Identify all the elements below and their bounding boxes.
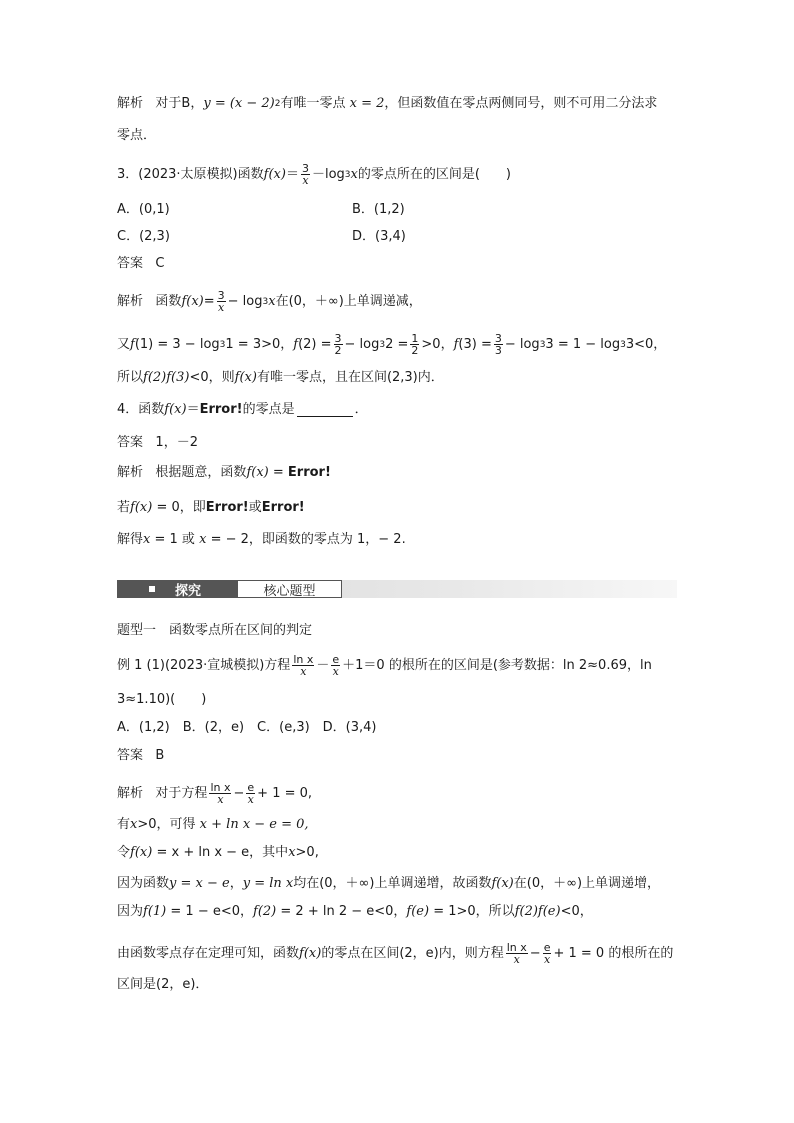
- q4-explain-2: 若 f(x) = 0，即 Error! 或 Error!: [117, 500, 305, 515]
- q4-explain-1: 解析 根据题意，函数 f(x) = Error!: [117, 465, 331, 480]
- q3-options-row-2: [117, 227, 406, 247]
- q3-option-b: B．(1,2): [352, 202, 405, 217]
- q4-explain-3: 解得 x = 1 或 x = − 2，即函数的零点为 1，− 2.: [117, 532, 406, 547]
- example1-stem-cont: 3≈1.10)( ): [117, 692, 207, 707]
- example1-explain-7: 区间是(2，e)．: [117, 977, 209, 992]
- intro-line-1: 解析 对于B， y = (x − 2) 2 有唯一零点 x = 2 ，但函数值在零点两侧同号，则不可用二分法求: [117, 94, 657, 114]
- type1-title: 题型一 函数零点所在区间的判定: [117, 623, 313, 638]
- intro-label: 解析: [117, 96, 144, 111]
- q3-fraction: $\frac{3}{x}$: [301, 162, 309, 187]
- q3-option-a: A．(0,1): [117, 202, 170, 217]
- square-bullet-icon: [149, 586, 155, 592]
- example1-explain-2: 有 x >0，可得 x + ln x − e = 0,: [117, 817, 309, 832]
- example1-stem: 例 1 (1)(2023·宣城模拟)方程 $\frac{\text{ln x}}{x}$ － $\frac{e}{x}$ ＋1＝0 的根所在的区间是(参考数据：ln 2≈0.69，ln: [117, 653, 652, 678]
- example1-explain-5: 因为 f(1) = 1 − e<0， f(2) = 2 + ln 2 − e<0， f(e) = 1>0，所以 f(2)f(e) <0，: [117, 904, 593, 919]
- section-banner-dark: 探究: [117, 580, 237, 598]
- section-banner-box: 核心题型: [237, 580, 342, 598]
- example1-explain-3: 令 f(x) = x + ln x − e，其中 x >0,: [117, 845, 319, 860]
- q4-answer: 答案 1，－2: [117, 435, 198, 450]
- example1-explain-1: 解析 对于方程 $\frac{\text{ln x}}{x}$ − $\frac{e}{x}$ + 1 = 0,: [117, 781, 313, 806]
- example1-options: A．(1,2) B．(2，e) C．(e,3) D．(3,4): [117, 720, 377, 735]
- example1-answer: 答案 B: [117, 748, 165, 763]
- q3-option-d: D．(3,4): [352, 229, 406, 244]
- q3-explain-3: 所以 f(2)f(3) <0，则 f(x) 有唯一零点，且在区间(2,3)内．: [117, 370, 444, 385]
- q3-answer: 答案 C: [117, 256, 165, 271]
- q3-stem: 3．(2023·太原模拟)函数 f(x) ＝ $\frac{3}{x}$ －log 3 x 的零点所在的区间是( ): [117, 162, 512, 187]
- q3-explain-1: 解析 函数 f(x) = $\frac{3}{x}$ − log 3 x 在(0，＋∞)上单调递减，: [117, 289, 422, 314]
- intro-line-2: 零点．: [117, 128, 157, 143]
- q3-options-row-1: [117, 200, 405, 220]
- q3-option-c: C．(2,3): [117, 229, 170, 244]
- q4-stem: 4．函数 f(x) ＝ Error! 的零点是 ．: [117, 402, 368, 417]
- q3-explain-2: 又 f (1) = 3 − log 3 1 = 3>0， f (2) = $\frac{3}{2}$ − log 3 2 = $\frac{1}{2}$ >0， f (3) = $\frac{3}{3}$ − log 3 3 = 1 − log 3 3<0，: [117, 332, 667, 357]
- example1-explain-6: 由函数零点存在定理可知，函数 f(x) 的零点在区间(2，e)内，则方程 $\frac{\text{ln x}}{x}$ − $\frac{e}{x}$ + 1 = 0 的根所在的: [117, 941, 674, 966]
- example1-explain-4: 因为函数 y = x − e ， y = ln x 均在(0，＋∞)上单调递增，故函数 f(x) 在(0，＋∞)上单调递增，: [117, 876, 661, 891]
- answer-blank: [297, 403, 353, 417]
